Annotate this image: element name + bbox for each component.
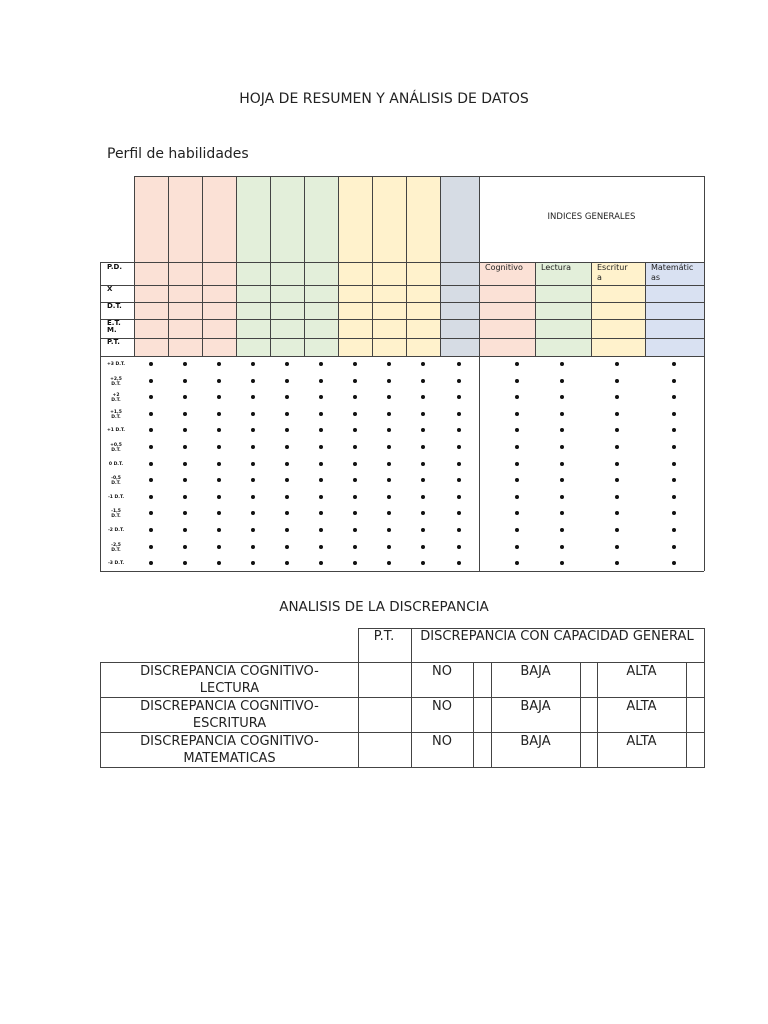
- pt-header: P.T.: [373, 629, 395, 644]
- scale-label: +2,5 D.T.: [110, 376, 122, 387]
- row-label: P.T.: [107, 338, 120, 346]
- scale-label: +1,5 D.T.: [110, 409, 122, 420]
- option-alta: ALTA: [626, 699, 657, 714]
- section-title-profile: Perfil de habilidades: [107, 146, 249, 162]
- scale-label: -1 D.T.: [107, 494, 125, 500]
- row-label: E.T. M.: [107, 319, 121, 334]
- scale-label: -3 D.T.: [107, 561, 125, 567]
- index-header: Cognitivo: [485, 263, 523, 272]
- table-line: [580, 662, 581, 768]
- option-no: NO: [432, 734, 452, 749]
- page-title: HOJA DE RESUMEN Y ANÁLISIS DE DATOS: [239, 91, 529, 107]
- scale-label: -0,5 D.T.: [111, 476, 121, 487]
- option-baja: BAJA: [520, 734, 551, 749]
- index-header: Matemátic as: [651, 263, 694, 282]
- row-label: P.D.: [107, 263, 122, 271]
- option-no: NO: [432, 699, 452, 714]
- table-line: [473, 662, 474, 768]
- capacity-header: DISCREPANCIA CON CAPACIDAD GENERAL: [420, 629, 694, 644]
- option-baja: BAJA: [520, 699, 551, 714]
- scale-label: -1,5 D.T.: [111, 509, 121, 520]
- discrepancy-row-label: DISCREPANCIA COGNITIVO-LECTURA: [140, 664, 319, 696]
- scale-label: +0,5 D.T.: [110, 443, 122, 453]
- row-label: X: [107, 285, 113, 293]
- scale-label: -2 D.T.: [107, 528, 125, 533]
- option-baja: BAJA: [520, 664, 551, 679]
- scale-label: 0 D.T.: [108, 461, 124, 467]
- table-line: [100, 662, 101, 768]
- option-alta: ALTA: [626, 734, 657, 749]
- table-line: [100, 767, 705, 768]
- option-alta: ALTA: [626, 664, 657, 679]
- row-label: D.T.: [107, 302, 122, 310]
- scale-label: +3 D.T.: [106, 362, 125, 367]
- index-header: Lectura: [541, 263, 572, 272]
- index-header: Escritur a: [597, 263, 628, 282]
- scale-label: +1 D.T.: [106, 428, 125, 434]
- table-line: [686, 662, 687, 768]
- indices-title: INDICES GENERALES: [547, 212, 636, 222]
- discrepancy-row-label: DISCREPANCIA COGNITIVO-MATEMATICAS: [140, 734, 319, 766]
- table-line: [358, 628, 359, 768]
- scale-label: -2,5 D.T.: [111, 542, 121, 553]
- scale-label: +2 D.T.: [111, 393, 121, 404]
- discrepancy-row-label: DISCREPANCIA COGNITIVO-ESCRITURA: [140, 699, 319, 731]
- table-line: [704, 628, 705, 768]
- option-no: NO: [432, 664, 452, 679]
- section-title-discrepancy: ANALISIS DE LA DISCREPANCIA: [279, 599, 489, 615]
